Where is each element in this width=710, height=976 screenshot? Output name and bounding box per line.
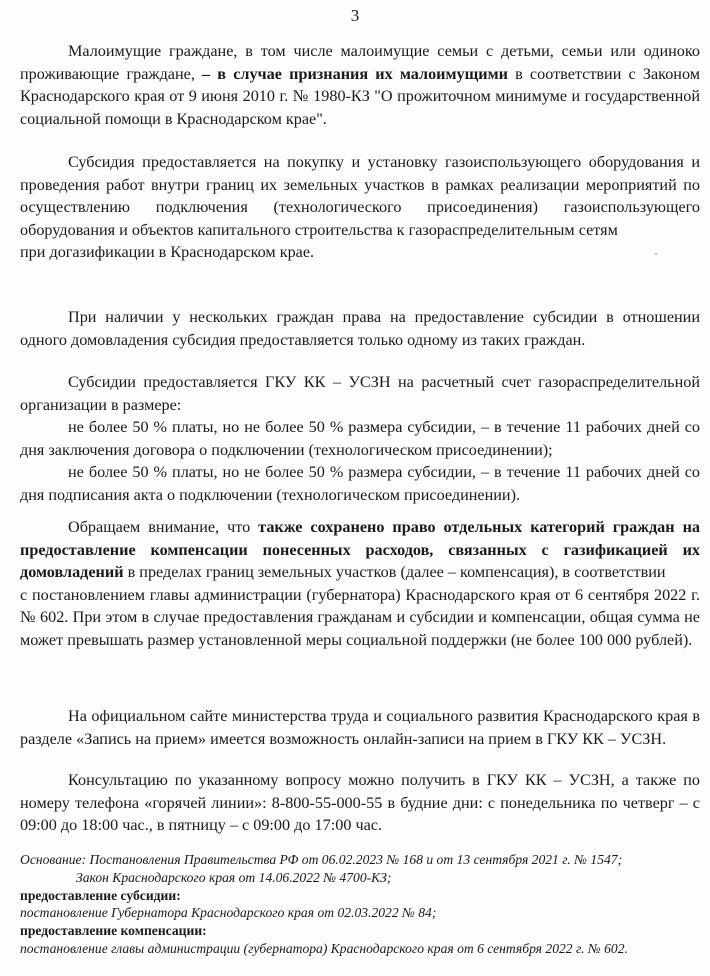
paragraph-text: в пределах границ земельных участков (далее – компенсация), в соответствии — [123, 563, 666, 582]
paragraph-text: при догазификации в Краснодарском крае. — [20, 243, 315, 262]
paragraph-consultation — [20, 769, 700, 837]
paragraph-subsidy-purpose — [20, 151, 700, 264]
paragraph-low-income — [20, 40, 700, 130]
paragraph-emphasis: также сохранено право отдельных категорий граждан на предоставление компенсации понесенных расходов, связанных с газификацией их домовладений — [20, 518, 700, 582]
subsidy-reference: постановление Губернатора Краснодарского края от 02.03.2022 № 84; — [20, 905, 437, 921]
compensation-heading: предоставление компенсации: — [20, 923, 207, 939]
paragraph-text: в соответствии с Законом Краснодарского края от 9 июня 2010 г. № 1980-КЗ "О прожиточном минимуме и государственной социальной помощи в Краснодарском крае". — [20, 64, 701, 128]
compensation-reference: постановление главы администрации (губернатора) Краснодарского края от 6 сентября 2022 г. № 602. — [20, 940, 628, 956]
legal-basis-footer — [20, 851, 710, 958]
paragraph-text: Обращаем внимание, что — [68, 518, 259, 536]
paragraph-text: Субсидия предоставляется на покупку и установку газоиспользующего оборудования и проведения работ внутри границ их земельных участков в рамках реализации мероприятий по осуществлению подключения (технологического присоединения) газоиспользующего оборудования и объектов капитального строительства к газораспределительным сетям — [20, 153, 700, 239]
paragraph-text: с постановлением главы администрации (губернатора) Краснодарского края от 6 сентября 2022 г. № 602. При этом в случае предоставления гражданам и субсидии и компенсации, общая сумма не может превышать размер установленной меры социальной поддержки (не более 100 000 рублей). — [20, 585, 700, 649]
basis-line: Закон Краснодарского края от 14.06.2022 № 4700-КЗ; — [76, 869, 392, 885]
paragraph-text: Субсидии предоставляется ГКУ КК – УСЗН на расчетный счет газораспределительной организации в размере: — [20, 373, 700, 414]
payment-term-item: не более 50 % платы, но не более 50 % размера субсидии, – в течение 11 рабочих дней со дня заключения договора о подключении (технологическом присоединении); — [20, 418, 700, 459]
paragraph-emphasis: – в случае признания их малоимущими — [202, 64, 508, 83]
subsidy-heading: предоставление субсидии: — [20, 887, 181, 903]
paragraph-text: Малоимущие граждане, в том числе малоимущие семьи с детьми, семьи или одиноко проживающие граждане, — [20, 42, 700, 83]
scan-speck: ˙ — [654, 250, 658, 264]
paragraph-text: На официальном сайте министерства труда и социального развития Краснодарского края в разделе «Запись на прием» имеется возможность онлайн-записи на прием в ГКУ КК – УСЗН. — [20, 707, 700, 748]
paragraph-online-booking — [20, 705, 700, 750]
page-number: 3 — [350, 6, 360, 25]
basis-line: Основание: Постановления Правительства РФ от 06.02.2023 № 168 и от 13 сентября 2021 г. № 1547; — [20, 852, 623, 867]
paragraph-payment-terms — [20, 371, 700, 507]
paragraph-single-recipient — [20, 306, 700, 351]
payment-term-item: не более 50 % платы, но не более 50 % размера субсидии, – в течение 11 рабочих дней со дня подписания акта о подключении (технологическом присоединении). — [20, 463, 700, 504]
paragraph-compensation — [20, 516, 700, 652]
paragraph-text: Консультацию по указанному вопросу можно получить в ГКУ КК – УСЗН, а также по номеру телефона «горячей линии»: 8-800-55-000-55 в будние дни: с понедельника по четверг – с 09:00 до 18:00 час., в пятницу – с 09:00 до 17:00 час. — [20, 771, 700, 835]
paragraph-text: При наличии у нескольких граждан права на предоставление субсидии в отношении одного домовладения субсидия предоставляется только одному из таких граждан. — [20, 308, 700, 349]
